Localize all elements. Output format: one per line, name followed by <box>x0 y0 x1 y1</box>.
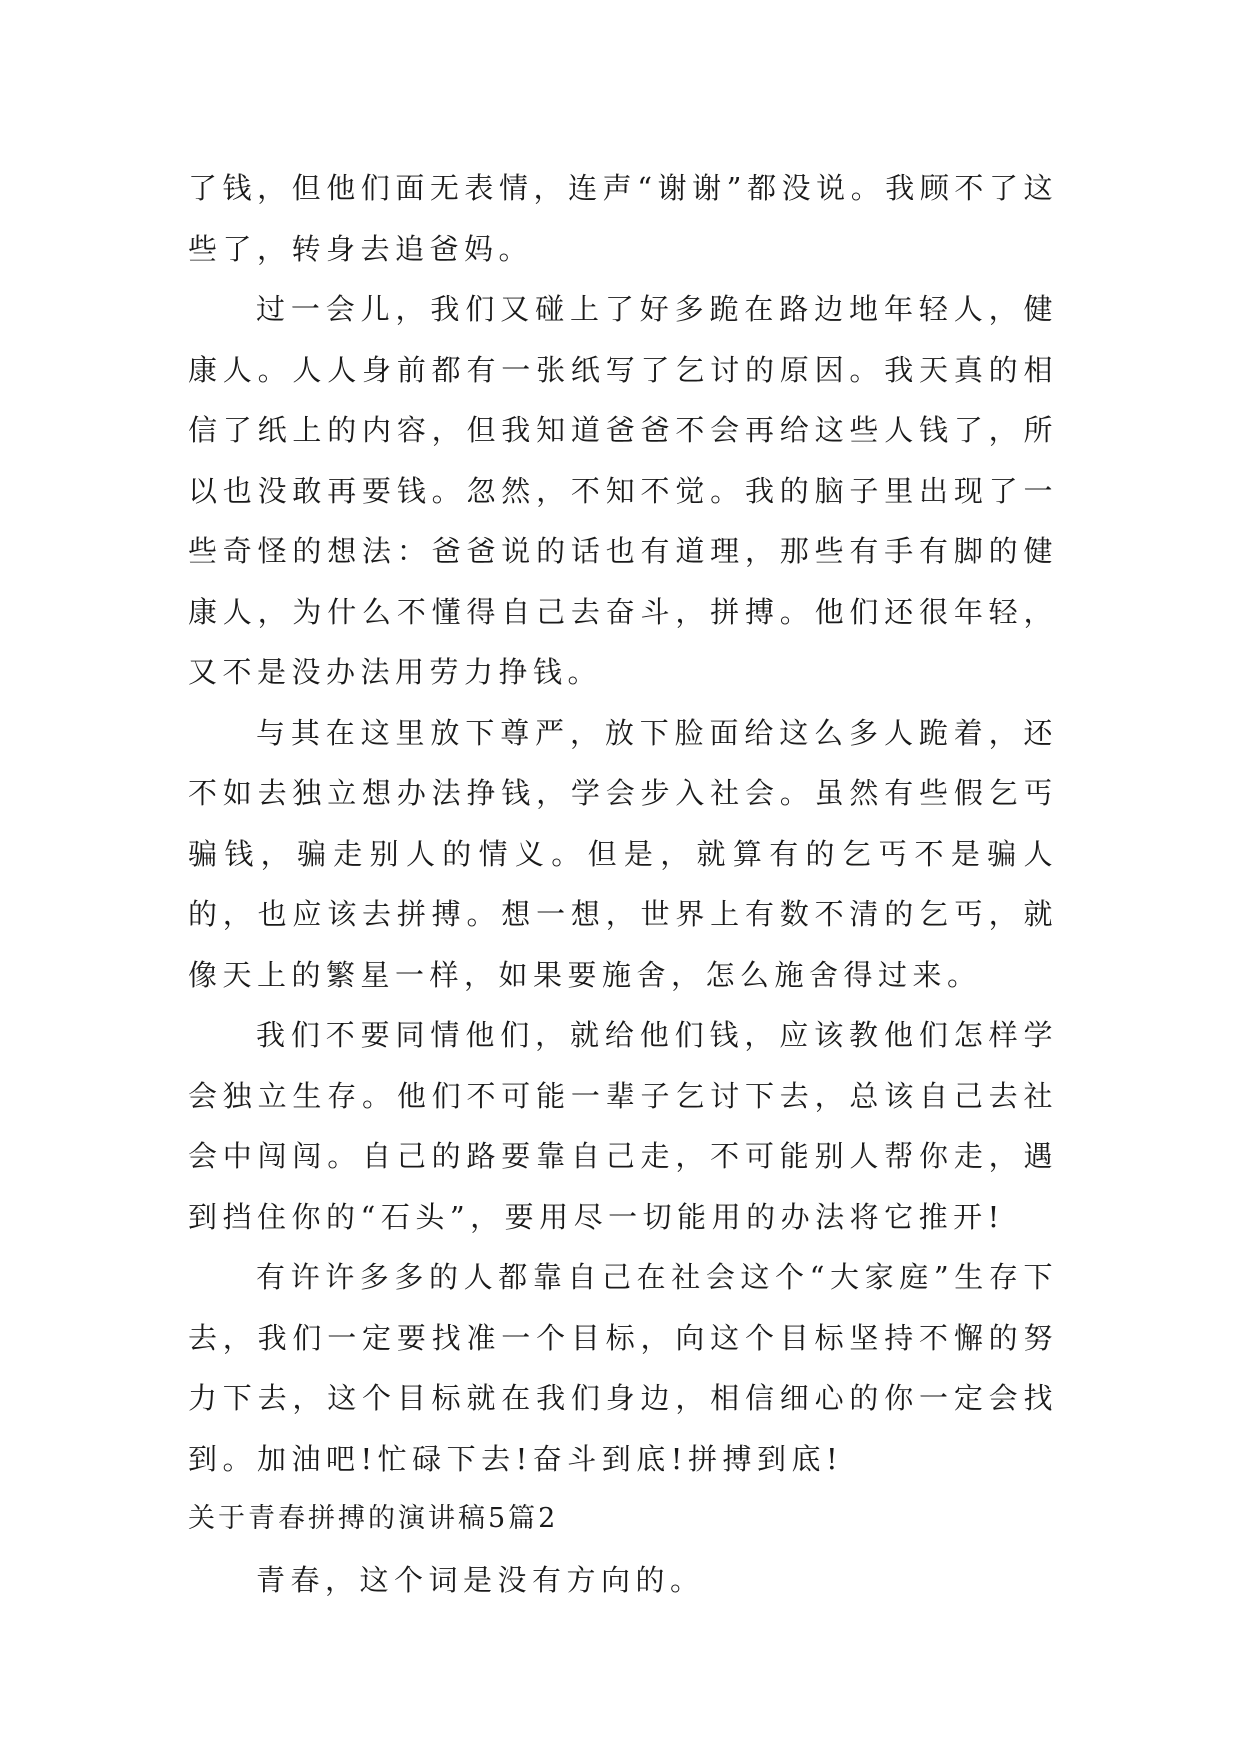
paragraph-1: 了钱，但他们面无表情，连声“谢谢”都没说。我顾不了这些了，转身去追爸妈。 <box>188 171 1058 266</box>
paragraph-3: 与其在这里放下尊严，放下脸面给这么多人跪着，还不如去独立想办法挣钱，学会步入社会。虽然有些假乞丐骗钱，骗走别人的情义。但是，就算有的乞丐不是骗人的，也应该去拼搏。想一想，世界上有数不清的乞丐，就像天上的繁星一样，如果要施舍，怎么施舍得过来。 <box>188 715 1058 992</box>
paragraph-4: 我们不要同情他们，就给他们钱，应该教他们怎样学会独立生存。他们不可能一辈子乞讨下去，总该自己去社会中闯闯。自己的路要靠自己走，不可能别人帮你走，遇到挡住你的“石头”，要用尽一切能用的办法将它推开! <box>188 1018 1058 1234</box>
document-body <box>188 158 1058 1610</box>
paragraph-5: 有许许多多的人都靠自己在社会这个“大家庭”生存下去，我们一定要找准一个目标，向这个目标坚持不懈的努力下去，这个目标就在我们身边，相信细心的你一定会找到。加油吧!忙碌下去!奋斗到底!拼搏到底! <box>188 1260 1058 1476</box>
closing-paragraph: 青春，这个词是没有方向的。 <box>256 1562 705 1597</box>
paragraph-2: 过一会儿，我们又碰上了好多跪在路边地年轻人，健康人。人人身前都有一张纸写了乞讨的原因。我天真的相信了纸上的内容，但我知道爸爸不会再给这些人钱了，所以也没敢再要钱。忽然，不知不觉。我的脑子里出现了一些奇怪的想法：爸爸说的话也有道理，那些有手有脚的健康人，为什么不懂得自己去奋斗，拼搏。他们还很年轻，又不是没办法用劳力挣钱。 <box>188 292 1058 689</box>
section-heading: 关于青春拼搏的演讲稿5篇2 <box>188 1503 559 1534</box>
